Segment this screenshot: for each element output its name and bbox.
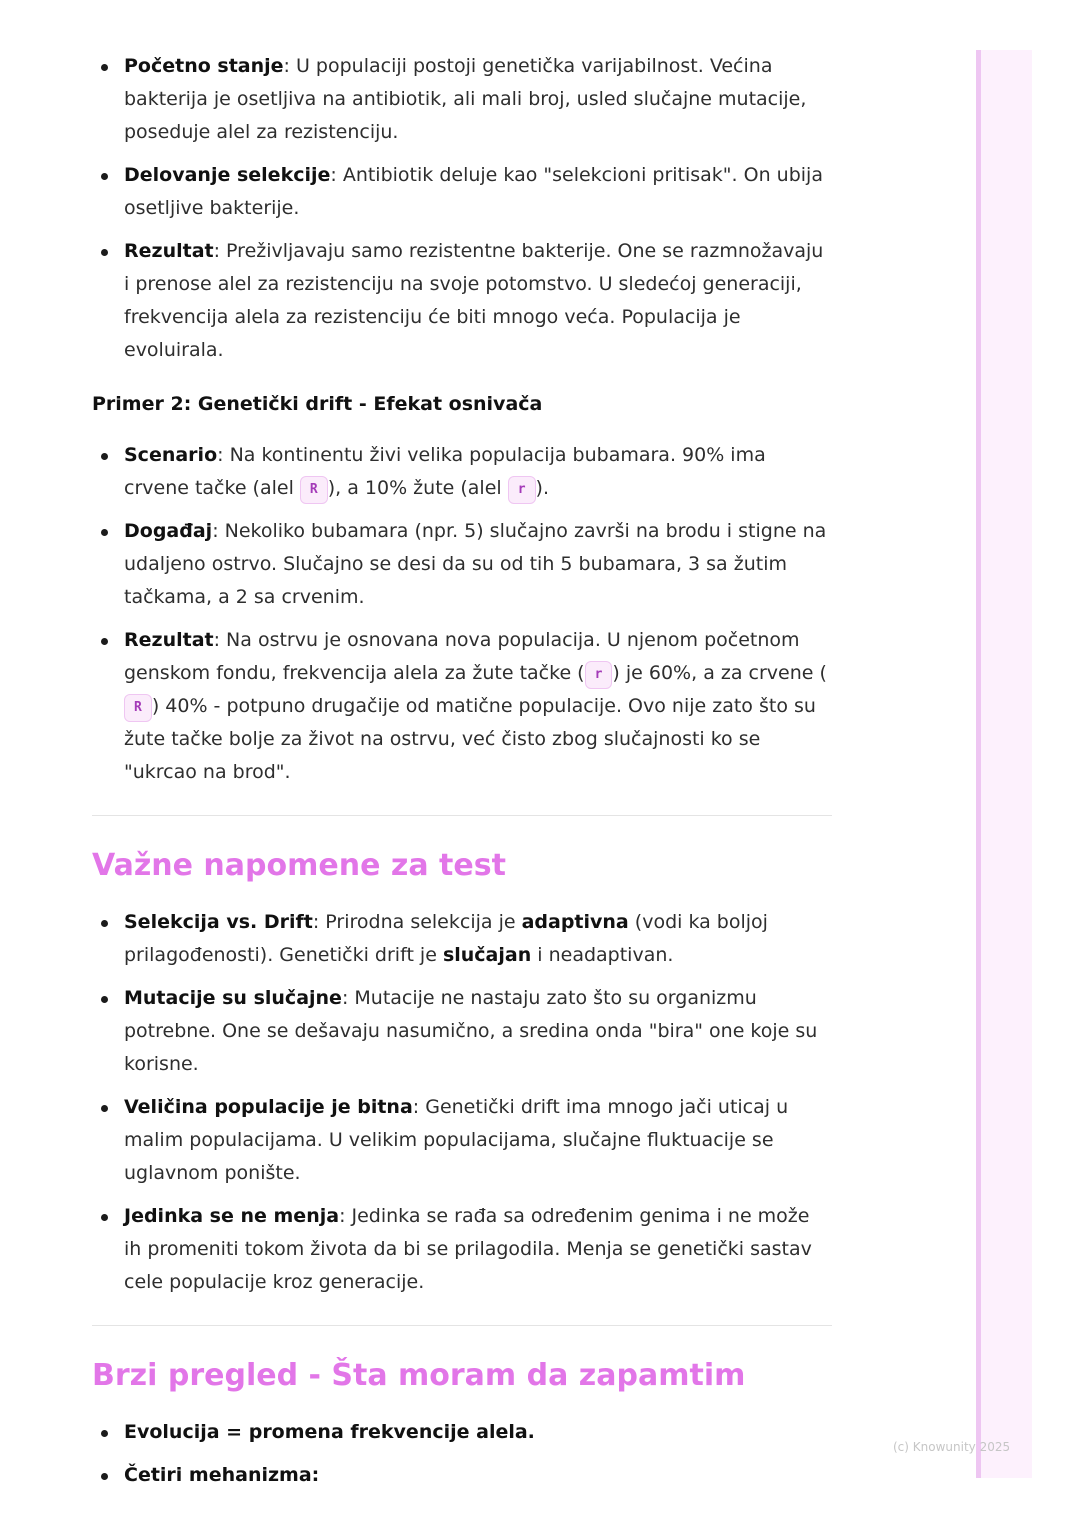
section-heading-review: Brzi pregled - Šta moram da zapamtim bbox=[92, 1358, 746, 1393]
review-list bbox=[92, 1416, 832, 1492]
copyright-footer: (c) Knowunity 2025 bbox=[893, 1440, 1011, 1454]
list-item: Događaj: Nekoliko bubamara (npr. 5) slučajno završi na brodu i stigne na udaljeno ostrvo. Slučajno se desi da su od tih 5 bubamara, 3 sa žutim tačkama, a 2 sa crvenim. bbox=[92, 515, 832, 614]
list-item: Evolucija = promena frekvencije alela. bbox=[92, 1416, 832, 1449]
selection-example-list bbox=[92, 50, 832, 367]
list-item: Jedinka se ne menja: Jedinka se rađa sa određenim genima i ne može ih promeniti tokom života da bi se prilagodila. Menja se genetički sastav cele populacije kroz generacije. bbox=[92, 1200, 832, 1299]
list-item: Veličina populacije je bitna: Genetički drift ima mnogo jači uticaj u malim populacijama. U velikim populacijama, slučajne fluktuacije se uglavnom ponište. bbox=[92, 1091, 832, 1190]
list-item: Mutacije su slučajne: Mutacije ne nastaju zato što su organizmu potrebne. One se dešavaju nasumično, a sredina onda "bira" one koje su korisne. bbox=[92, 982, 832, 1081]
section-divider bbox=[92, 815, 832, 816]
notes-list bbox=[92, 906, 832, 1299]
inline-code: R bbox=[124, 694, 152, 722]
list-item: Delovanje selekcije: Antibiotik deluje kao "selekcioni pritisak". On ubija osetljive bakterije. bbox=[92, 159, 832, 225]
list-item: Četiri mehanizma: bbox=[92, 1459, 832, 1492]
list-item: Početno stanje: U populaciji postoji genetička varijabilnost. Većina bakterija je osetljiva na antibiotik, ali mali broj, usled slučajne mutacije, poseduje alel za rezistenciju. bbox=[92, 50, 832, 149]
example-heading: Primer 2: Genetički drift - Efekat osnivača bbox=[92, 393, 543, 415]
section-divider bbox=[92, 1325, 832, 1326]
inline-code: R bbox=[300, 476, 328, 504]
list-item: Rezultat: Na ostrvu je osnovana nova populacija. U njenom početnom genskom fondu, frekvencija alela za žute tačke ( r ) je 60%, a za crvene (R ) 40% - potpuno drugačije od matične populacije. Ovo nije zato što su žute tačke bolje za život na ostrvu, već čisto zbog slučajnosti ko se "ukrcao na brod". bbox=[92, 624, 832, 789]
drift-example-list bbox=[92, 439, 832, 789]
inline-code: r bbox=[585, 661, 613, 689]
section-heading-notes: Važne napomene za test bbox=[92, 848, 506, 883]
inline-code: r bbox=[508, 476, 536, 504]
list-item: Selekcija vs. Drift: Prirodna selekcija je adaptivna (vodi ka boljoj prilagođenosti). Genetički drift je slučajan i neadaptivan. bbox=[92, 906, 832, 972]
list-item: Scenario: Na kontinentu živi velika populacija bubamara. 90% ima crvene tačke (alel R ), a 10% žute (alel r ). bbox=[92, 439, 832, 505]
list-item: Rezultat: Preživljavaju samo rezistentne bakterije. One se razmnožavaju i prenose alel za rezistenciju na svoje potomstvo. U sledećoj generaciji, frekvencija alela za rezistenciju će biti mnogo veća. Populacija je evoluirala. bbox=[92, 235, 832, 367]
page-side-strip bbox=[976, 50, 1032, 1478]
document-page bbox=[92, 50, 832, 1502]
